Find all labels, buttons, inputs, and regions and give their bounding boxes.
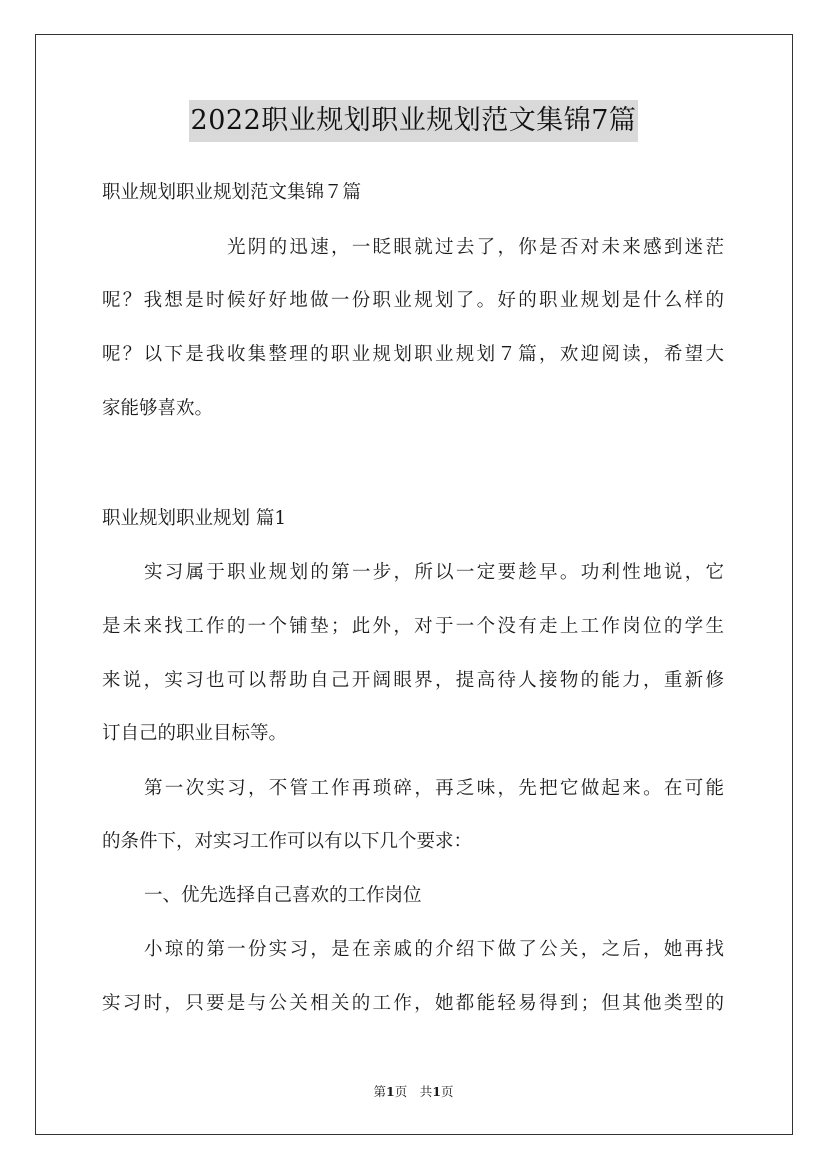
- para1-line-4: 订自己的职业目标等。: [102, 723, 288, 744]
- intro-line-2: 呢？我想是时候好好地做一份职业规划了。好的职业规划是什么样的: [102, 290, 724, 311]
- intro-line-1: 光阴的迅速，一眨眼就过去了，你是否对未来感到迷茫: [227, 237, 724, 258]
- document-title: 2022职业规划职业规划范文集锦7篇: [189, 100, 639, 142]
- para2-line-1: 第一次实习，不管工作再琐碎，再乏味，先把它做起来。在可能: [144, 778, 724, 799]
- intro-line-3: 呢？以下是我收集整理的职业规划职业规划７篇，欢迎阅读，希望大: [102, 344, 724, 365]
- footer-mid: 页 共: [394, 1084, 433, 1099]
- footer-suffix: 页: [440, 1084, 454, 1099]
- para1-line-3: 来说，实习也可以帮助自己开阔眼界，提高待人接物的能力，重新修: [102, 670, 724, 691]
- para3-line-2: 实习时，只要是与公关相关的工作，她都能轻易得到；但其他类型的: [102, 993, 724, 1014]
- document-subtitle: 职业规划职业规划范文集锦７篇: [102, 182, 362, 203]
- point-heading: 一、优先选择自己喜欢的工作岗位: [144, 885, 422, 906]
- footer-page-total: 1: [432, 1084, 441, 1099]
- para2-line-2: 的条件下，对实习工作可以有以下几个要求：: [102, 831, 473, 852]
- para1-line-1: 实习属于职业规划的第一步，所以一定要趁早。功利性地说，它: [144, 562, 724, 583]
- title-container: [0, 100, 827, 142]
- page-footer: [0, 1084, 827, 1100]
- footer-prefix: 第: [373, 1084, 387, 1099]
- para1-line-2: 是未来找工作的一个铺垫；此外，对于一个没有走上工作岗位的学生: [102, 616, 724, 637]
- intro-line-4: 家能够喜欢。: [102, 398, 214, 419]
- para3-line-1: 小琼的第一份实习，是在亲戚的介绍下做了公关，之后，她再找: [144, 939, 724, 960]
- footer-page-number: 1: [386, 1084, 395, 1099]
- section-heading: 职业规划职业规划 篇1: [102, 508, 287, 529]
